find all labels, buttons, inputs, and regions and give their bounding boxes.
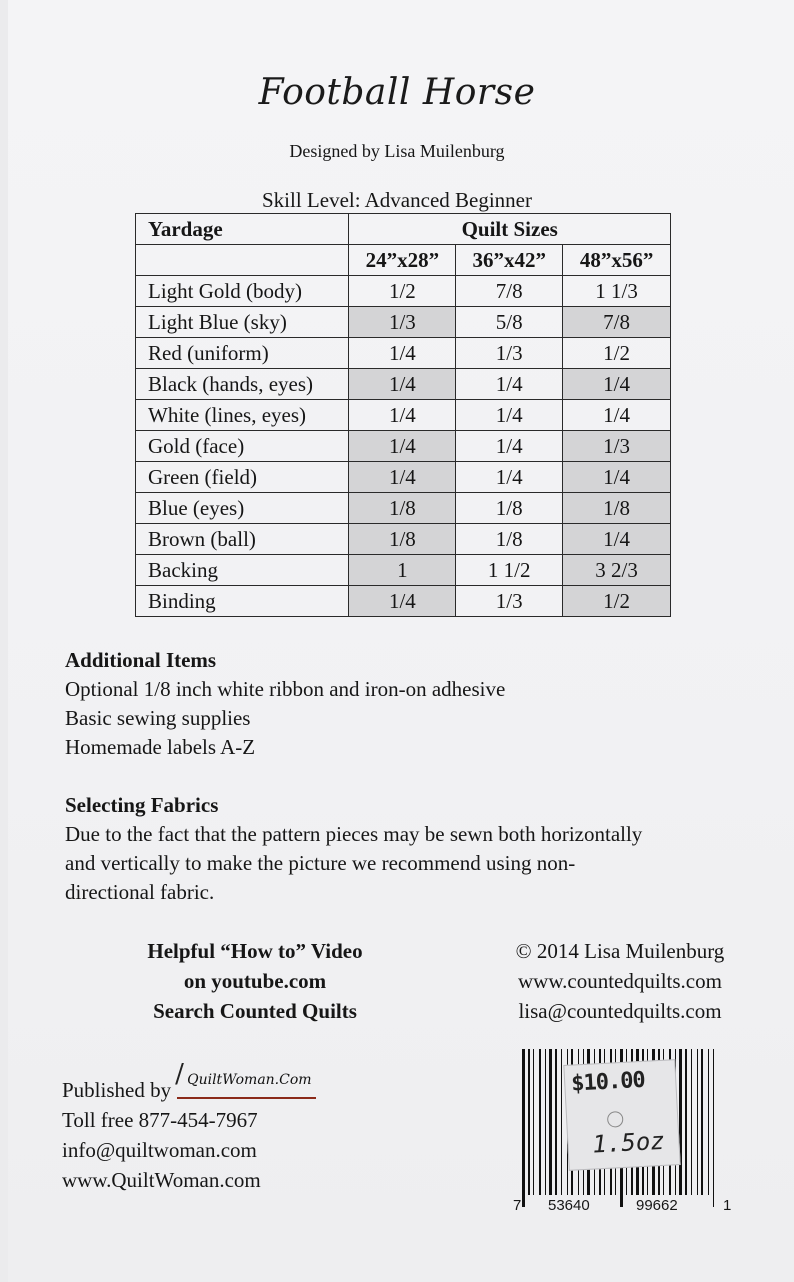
empty-header-cell xyxy=(136,245,349,276)
table-header-row xyxy=(136,214,671,245)
skill-level: Skill Level: Advanced Beginner xyxy=(261,188,533,212)
fabric-name: Light Gold (body) xyxy=(136,276,349,307)
table-row xyxy=(136,276,671,307)
yardage-value: 1/4 xyxy=(456,369,563,400)
yardage-value: 1/4 xyxy=(349,431,456,462)
additional-items-section xyxy=(65,646,505,762)
list-item: Optional 1/8 inch white ribbon and iron-on adhesive xyxy=(65,677,506,701)
yardage-value: 1/4 xyxy=(349,462,456,493)
price-label: $10.00 xyxy=(570,1067,646,1097)
email-link[interactable]: info@quiltwoman.com xyxy=(62,1138,257,1162)
fabric-name: Backing xyxy=(136,555,349,586)
barcode-bar xyxy=(701,1049,703,1195)
logo-text: QuiltWoman.Com xyxy=(187,1072,312,1088)
size-header: 36”x42” xyxy=(456,245,563,276)
barcode-bar xyxy=(561,1049,562,1195)
yardage-value: 1/8 xyxy=(349,493,456,524)
yardage-value: 1 xyxy=(349,555,456,586)
yardage-value: 1/3 xyxy=(349,307,456,338)
yardage-value: 1/4 xyxy=(456,400,563,431)
email-link[interactable]: lisa@countedquilts.com xyxy=(518,999,722,1023)
barcode-bar xyxy=(549,1049,552,1195)
additional-items-heading: Additional Items xyxy=(65,648,217,672)
designer-credit: Designed by Lisa Muilenburg xyxy=(289,141,505,161)
yardage-header: Yardage xyxy=(136,214,349,245)
copyright-line: © 2014 Lisa Muilenburg xyxy=(515,939,725,963)
barcode-bar xyxy=(522,1049,525,1207)
quiltwoman-logo xyxy=(175,1059,315,1099)
yardage-value: 1/3 xyxy=(456,586,563,617)
barcode-bar xyxy=(713,1049,714,1207)
yardage-value: 1/8 xyxy=(456,493,563,524)
fabric-name: Brown (ball) xyxy=(136,524,349,555)
size-header: 24”x28” xyxy=(349,245,456,276)
paragraph-line: Due to the fact that the pattern pieces may be sewn both horizontally xyxy=(65,822,643,846)
yardage-value: 1/4 xyxy=(456,431,563,462)
barcode-bar xyxy=(679,1049,682,1195)
video-line: Helpful “How to” Video xyxy=(147,939,363,963)
barcode-digit: 1 xyxy=(723,1197,732,1214)
copyright-info xyxy=(480,936,760,1026)
barcode-bar xyxy=(528,1049,530,1195)
logo-slash-icon: / xyxy=(175,1059,184,1089)
fabric-name: Light Blue (sky) xyxy=(136,307,349,338)
list-item: Basic sewing supplies xyxy=(65,706,251,730)
yardage-value: 1/4 xyxy=(563,400,671,431)
table-row xyxy=(136,586,671,617)
yardage-value: 1/2 xyxy=(563,586,671,617)
yardage-value: 1/8 xyxy=(349,524,456,555)
yardage-table xyxy=(135,213,671,617)
fabric-name: Black (hands, eyes) xyxy=(136,369,349,400)
fabric-name: Gold (face) xyxy=(136,431,349,462)
yardage-value: 1/4 xyxy=(349,338,456,369)
video-line: Search Counted Quilts xyxy=(153,999,357,1023)
yardage-value: 5/8 xyxy=(456,307,563,338)
barcode-bar xyxy=(545,1049,546,1195)
yardage-value: 1 1/2 xyxy=(456,555,563,586)
table-row xyxy=(136,400,671,431)
video-info xyxy=(100,936,410,1026)
weight-label: 1.5oz xyxy=(591,1126,666,1159)
barcode-bar xyxy=(708,1049,709,1195)
size-header: 48”x56” xyxy=(563,245,671,276)
yardage-value: 1/4 xyxy=(349,369,456,400)
table-row xyxy=(136,524,671,555)
table-row xyxy=(136,338,671,369)
video-line: on youtube.com xyxy=(183,969,327,993)
paragraph-line: and vertically to make the picture we recommend using non- xyxy=(65,851,576,875)
yardage-value: 1 1/3 xyxy=(563,276,671,307)
yardage-value: 1/2 xyxy=(349,276,456,307)
yardage-value: 7/8 xyxy=(563,307,671,338)
yardage-value: 1/8 xyxy=(563,493,671,524)
table-row xyxy=(136,431,671,462)
selecting-fabrics-heading: Selecting Fabrics xyxy=(65,793,219,817)
barcode-bar xyxy=(539,1049,541,1195)
barcode-bar xyxy=(685,1049,687,1195)
yardage-value: 1/4 xyxy=(563,524,671,555)
barcode-bar xyxy=(555,1049,557,1195)
yardage-value: 1/4 xyxy=(563,369,671,400)
list-item: Homemade labels A-Z xyxy=(65,735,256,759)
table-row xyxy=(136,462,671,493)
table-row xyxy=(136,307,671,338)
fabric-name: Green (field) xyxy=(136,462,349,493)
fabric-name: Red (uniform) xyxy=(136,338,349,369)
barcode-digit: 53640 xyxy=(548,1197,590,1214)
published-by-label: Published by xyxy=(62,1078,172,1102)
barcode-bar xyxy=(691,1049,692,1195)
phone-line: Toll free 877-454-7967 xyxy=(62,1108,258,1132)
barcode-bar xyxy=(697,1049,698,1195)
yardage-value: 1/8 xyxy=(456,524,563,555)
website-link[interactable]: www.QuiltWoman.com xyxy=(62,1168,261,1192)
yardage-value: 1/3 xyxy=(456,338,563,369)
barcode-digit: 7 xyxy=(513,1197,522,1214)
barcode-bar xyxy=(533,1049,534,1195)
yardage-value: 1/4 xyxy=(456,462,563,493)
publisher-info xyxy=(62,1059,316,1195)
table-row xyxy=(136,555,671,586)
yardage-value: 1/2 xyxy=(563,338,671,369)
fabric-name: Blue (eyes) xyxy=(136,493,349,524)
yardage-value: 1/4 xyxy=(563,462,671,493)
yardage-value: 1/4 xyxy=(349,400,456,431)
yardage-value: 1/3 xyxy=(563,431,671,462)
selecting-fabrics-section xyxy=(65,791,755,907)
fabric-name: Binding xyxy=(136,586,349,617)
quilt-sizes-header: Quilt Sizes xyxy=(349,214,671,245)
yardage-value: 7/8 xyxy=(456,276,563,307)
website-link[interactable]: www.countedquilts.com xyxy=(518,969,722,993)
sticker-hole-icon xyxy=(607,1111,624,1128)
price-sticker xyxy=(563,1059,680,1171)
pattern-title: Football Horse xyxy=(258,72,536,113)
fabric-name: White (lines, eyes) xyxy=(136,400,349,431)
table-row xyxy=(136,369,671,400)
table-row xyxy=(136,493,671,524)
barcode-digit: 99662 xyxy=(636,1197,678,1214)
paragraph-line: directional fabric. xyxy=(65,880,215,904)
sizes-row xyxy=(136,245,671,276)
yardage-value: 1/4 xyxy=(349,586,456,617)
yardage-value: 3 2/3 xyxy=(563,555,671,586)
